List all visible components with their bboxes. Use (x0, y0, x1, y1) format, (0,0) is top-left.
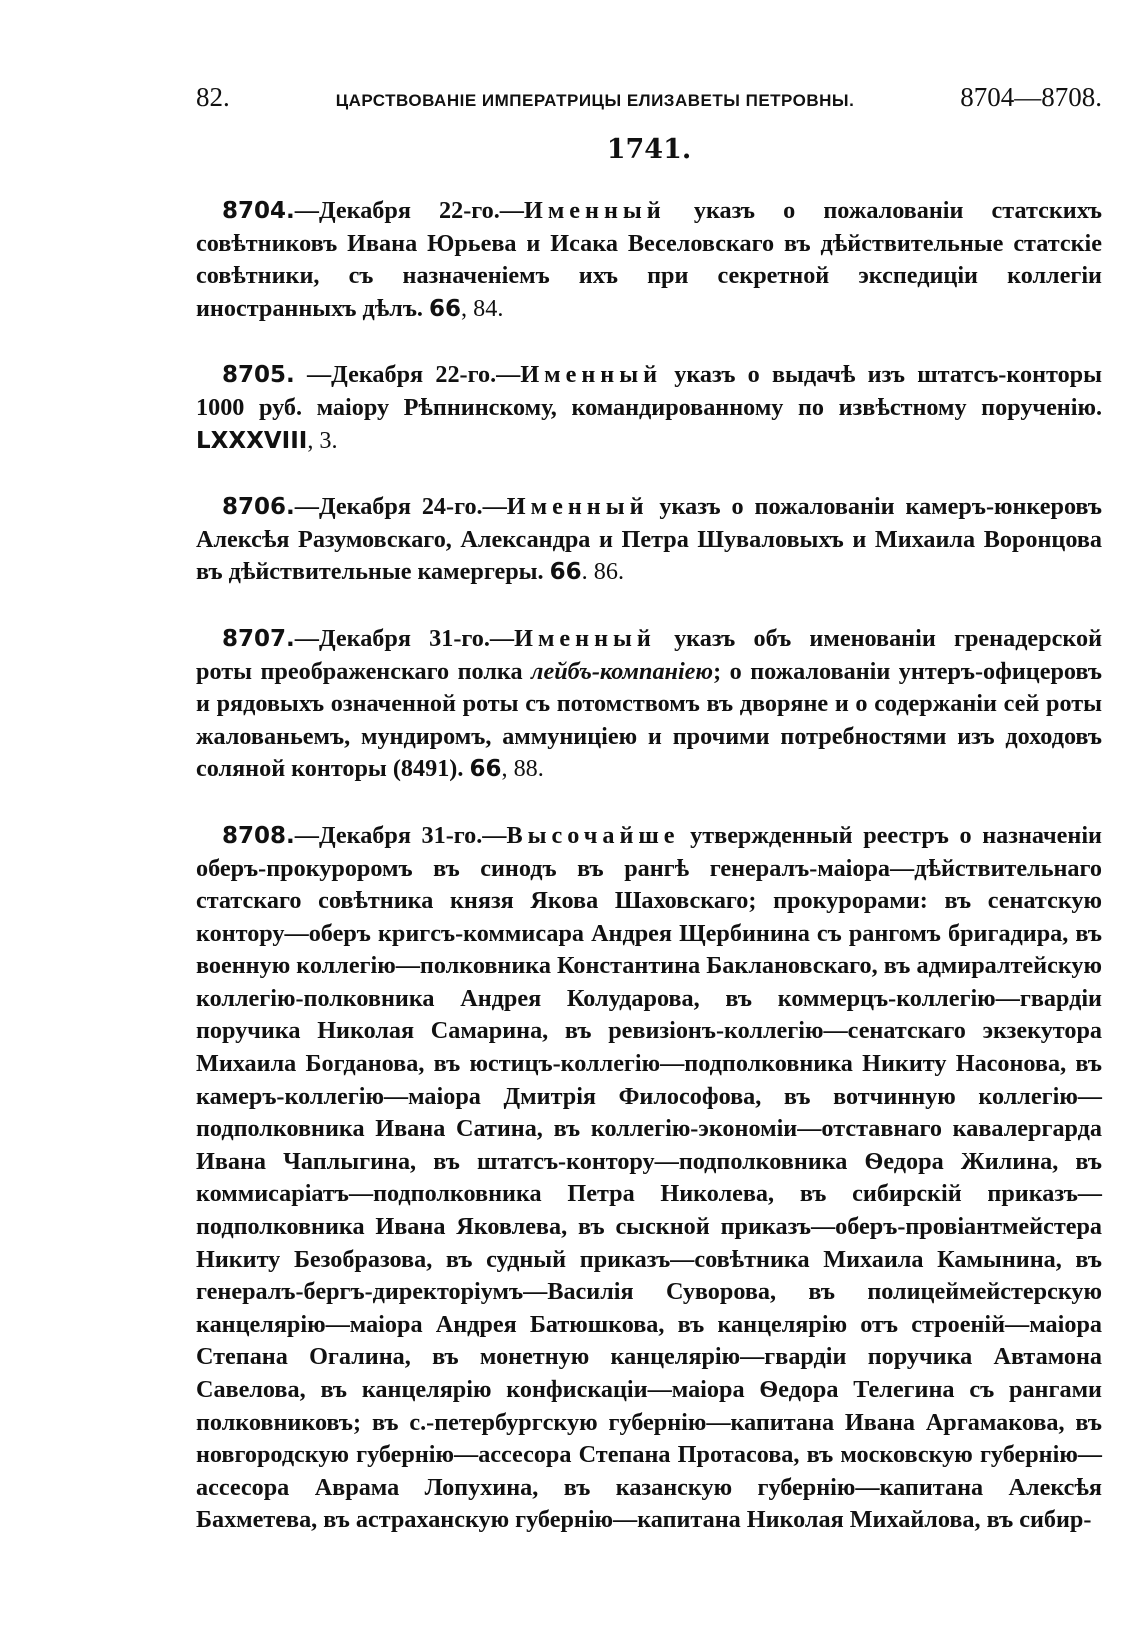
entry-type: Именный (520, 361, 663, 389)
entry-8708 (196, 820, 1102, 1537)
running-head (196, 82, 1102, 116)
entry-number: 8708. (222, 822, 295, 849)
entry-date: —Декабря 31-го.— (294, 624, 515, 652)
entry-number: 8705. (222, 362, 295, 389)
entry-ref-volume: 66 (429, 295, 462, 322)
entry-number: 8704. (222, 198, 295, 224)
entry-ref-page: , 3. (307, 426, 338, 454)
entry-number: 8707. (222, 625, 295, 652)
entry-text: указъ о пожалованіи камеръ-юнкеровъ Алексѣя Разумовскаго, Александра и Петра Шуваловыхъ и Михаила Воронцова въ дѣйствительные камергеры. (196, 493, 1102, 586)
entry-8704 (196, 195, 1102, 325)
entry-8707 (196, 623, 1102, 786)
entry-text-continued: ; о пожалованіи унтеръ-офицеровъ и рядовыхъ означенной роты съ потомствомъ въ дворяне и о содержаніи сей роты жалованьемъ, мундиромъ, аммуниціею и прочими потребностями изъ доходовъ соляной конторы (8491). (196, 657, 1102, 783)
entry-date: —Декабря 22-го.— (294, 361, 521, 389)
entry-type: Именный (506, 493, 649, 521)
entry-ref-volume: LXXXVIII (196, 427, 308, 454)
document-page (196, 78, 1102, 1571)
entry-number: 8706. (222, 494, 295, 521)
entry-range: 8704—8708. (960, 82, 1102, 112)
entry-italic-term: лейбъ-компаніею (531, 657, 714, 685)
entry-ref-volume: 66 (549, 559, 582, 586)
entry-text: указъ о выдачѣ изъ штатсъ-конторы 1000 руб. маіору Рѣпнинскому, командированному по извѣстному порученію. (196, 361, 1103, 421)
entry-8705 (196, 359, 1102, 457)
entry-text: указъ объ именованіи гренадерской роты преображенскаго полка (196, 624, 1102, 685)
entry-type: Высочайше (506, 821, 680, 849)
year-heading: 1741. (606, 134, 692, 165)
entry-ref-page: , 84. (461, 294, 504, 322)
entry-ref-page: , 88. (501, 755, 544, 783)
entry-text: утвержденный реестръ о назначеніи оберъ-прокуроромъ въ синодъ въ рангѣ генералъ-маіора—дѣйствительнаго статскаго совѣтника князя Якова Шаховскаго; прокурорами: въ сенатскую контору—оберъ кригсъ-коммисара Андрея Щербинина съ рангомъ бригадира, въ военную коллегію—полковника Константина Баклановскаго, въ адмиралтейскую коллегію-полковника Андрея Колударова, въ коммерцъ-коллегію—гвардіи поручика Николая Самарина, въ ревизіонъ-коллегію—сенатскаго экзекутора Михаила Богданова, въ юстицъ-коллегію—подполковника Никиту Насонова, въ камеръ-коллегію—маіора Дмитрія Философова, въ вотчинную коллегію—подполковника Ивана Сатина, въ коллегію-экономіи—отставнаго кавалергарда Ивана Чаплыгина, въ штатсъ-контору—подполковника Ѳедора Жилина, въ коммисаріатъ—подполковника Петра Николева, въ сибирскій приказъ—подполковника Ивана Яковлева, въ сыскной приказъ—оберъ-провіантмейстера Никиту Безобразова, въ судный приказъ—совѣтника Михаила Камынина, въ генералъ-бергъ-директоріумъ—Василія Суворова, въ полицеймейстерскую канцелярію—маіора Андрея Батюшкова, въ канцелярію отъ строеній—маіора Степана Огалина, въ монетную канцелярію—гвардіи поручика Автамона Савелова, въ канцелярію конфискаціи—маіора Ѳедора Телегина съ рангами полковниковъ; въ с.-петербургскую губернію—капитана Ивана Аргамакова, въ новгородскую губернію—ассесора Степана Протасова, въ московскую губернію—ассесора Аврама Лопухина, въ казанскую губернію—капитана Алексѣя Бахметева, въ астраханскую губернію—капитана Николая Михайлова, въ сибир- (196, 821, 1102, 1534)
entry-date: —Декабря 22-го.— (294, 197, 524, 224)
entry-date: —Декабря 24-го.— (294, 493, 507, 521)
entry-type: Именный (514, 624, 656, 652)
entry-date: —Декабря 31-го.— (294, 821, 507, 849)
entry-ref-volume: 66 (469, 756, 502, 783)
entry-text: указъ о пожалованіи статскихъ совѣтниковъ Ивана Юрьева и Исака Веселовскаго въ дѣйствительные статскіе совѣтники, съ назначеніемъ ихъ при секретной экспедиціи коллегіи иностранныхъ дѣлъ. (196, 197, 1102, 322)
running-title: ЦАРСТВОВАНІЕ ИМПЕРАТРИЦЫ ЕЛИЗАВЕТЫ ПЕТРОВНЫ. (335, 91, 855, 110)
entry-8706 (196, 491, 1102, 589)
page-number: 82. (196, 82, 230, 112)
entry-type: Именный (524, 197, 666, 224)
entry-ref-page: . 86. (581, 558, 624, 586)
